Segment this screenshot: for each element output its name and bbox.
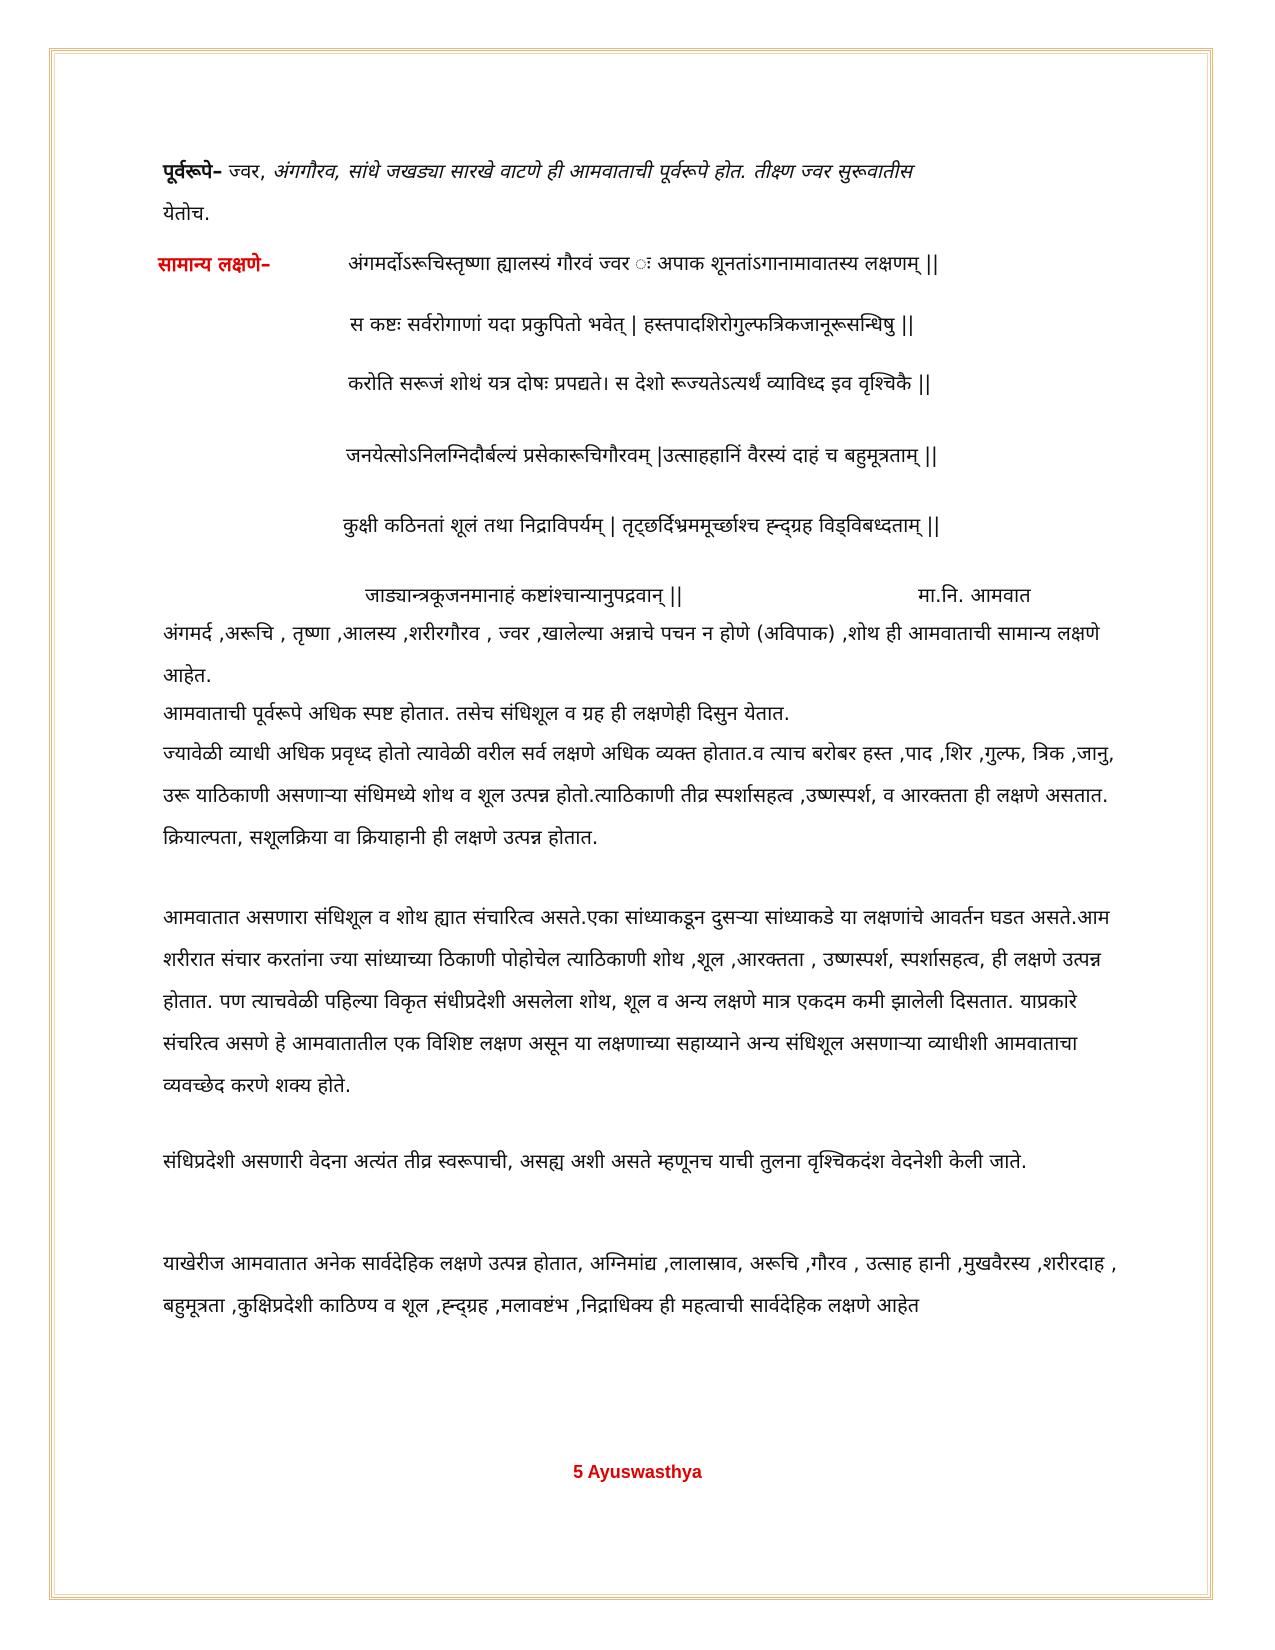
shloka-4: जनयेत्सोऽनिलग्निदौर्बल्यं प्रसेकारूचिगौरवम् |उत्साहहानिं वैरस्यं दाहं च बहुमूत्रताम् ||	[346, 443, 938, 467]
purvarupe-paragraph	[163, 150, 1123, 234]
purvarupe-text-italic: अंगगौरव, सांधे जखड्या सारखे वाटणे ही आमवाताची पूर्वरूपे होत. तीक्ष्ण ज्वर सुरूवातीस	[272, 159, 913, 183]
purvarupe-text-end: येतोच.	[163, 201, 211, 225]
paragraph-purvarupe-clear: आमवाताची पूर्वरूपे अधिक स्पष्ट होतात. तसेच संधिशूल व ग्रह ही लक्षणेही दिसुन येतात.	[163, 701, 791, 725]
shloka-reference: मा.नि. आमवात	[918, 583, 1031, 607]
paragraph-sarvadehik: याखेरीज आमवातात अनेक सार्वदेहिक लक्षणे उत्पन्न होतात, अग्निमांद्य ,लालास्राव, अरूचि ,गौरव , उत्साह हानी ,मुखवैरस्य ,शरीरदाह , बहुमूत्रता ,कुक्षिप्रदेशी काठिण्य व शूल ,ह्न्द्ग्रह ,मलावष्टंभ ,निद्राधिक्य ही महत्वाची सार्वदेहिक लक्षणे आहेत	[163, 1251, 1118, 1317]
shloka-6: जाड्यान्त्रकूजनमानाहं कष्टांश्चान्यानुपद्रवान् ||	[365, 583, 683, 607]
shloka-1: अंगमर्दोऽरूचिस्तृष्णा ह्यालस्यं गौरवं ज्वर ः अपाक शूनतांऽगानामावातस्य लक्षणम् ||	[348, 251, 939, 275]
paragraph-sancharitva: आमवातात असणारा संधिशूल व शोथ ह्यात संचारित्व असते.एका सांध्याकडून दुसऱ्या सांध्याकडे या लक्षणांचे आवर्तन घडत असते.आम शरीरात संचार करतांना ज्या सांध्याच्या ठिकाणी पोहोचेल त्याठिकाणी शोथ ,शूल ,आरक्तता , उष्णस्पर्श, स्पर्शासहत्व, ही लक्षणे उत्पन्न होतात. पण त्याचवेळी पहिल्या विकृत संधीप्रदेशी असलेला शोथ, शूल व अन्य लक्षणे मात्र एकदम कमी झालेली दिसतात. याप्रकारे संचरित्व असणे हे आमवातातील एक विशिष्ट लक्षण असून या लक्षणाच्या सहाय्याने अन्य संधिशूल असणाऱ्या व्याधीशी आमवाताचा व्यवच्छेद करणे शक्य होते.	[163, 905, 1110, 1097]
paragraph-samanya-summary: अंगमर्द ,अरूचि , तृष्णा ,आलस्य ,शरीरगौरव , ज्वर ,खालेल्या अन्नाचे पचन न होणे (अविपाक) ,शोथ ही आमवाताची सामान्य लक्षणे आहेत.	[163, 621, 1100, 687]
shloka-5: कुक्षी कठिनतां शूलं तथा निद्राविपर्यम् | तृट्छर्दिभ्रममूर्च्छाश्च ह्न्द्ग्रह विड्विबध्दताम् ||	[343, 513, 941, 537]
samanya-heading: सामान्य लक्षणे–	[158, 252, 271, 276]
purvarupe-section	[163, 150, 1123, 234]
paragraph-pravriddha: ज्यावेळी व्याधी अधिक प्रवृध्द होतो त्यावेळी वरील सर्व लक्षणे अधिक व्यक्त होतात.व त्याच बरोबर हस्त ,पाद ,शिर ,गुल्फ, त्रिक ,जानु, उरू याठिकाणी असणाऱ्या संधिमध्ये शोथ व शूल उत्पन्न होतो.त्याठिकाणी तीव्र स्पर्शासहत्व ,उष्णस्पर्श, व आरक्तता ही लक्षणे असतात. क्रियाल्पता, सशूलक्रिया वा क्रियाहानी ही लक्षणे उत्पन्न होतात.	[163, 741, 1115, 849]
shloka-2: स कष्टः सर्वरोगाणां यदा प्रकुपितो भवेत् | हस्तपादशिरोगुल्फत्रिकजानूरूसन्धिषु ||	[350, 312, 915, 336]
purvarupe-text-plain: ज्वर,	[222, 159, 273, 183]
paragraph-vedana: संधिप्रदेशी असणारी वेदना अत्यंत तीव्र स्वरूपाची, असह्य अशी असते म्हणूनच याची तुलना वृश्चिकदंश वेदनेशी केली जाते.	[163, 1149, 1028, 1173]
page-footer: 5 Ayuswasthya	[573, 1462, 702, 1482]
shloka-3: करोति सरूजं शोथं यत्र दोषः प्रपद्यते। स देशो रूज्यतेऽत्यर्थं व्याविध्द इव वृश्चिकै ||	[348, 371, 932, 395]
purvarupe-heading: पूर्वरूपे–	[163, 159, 223, 183]
